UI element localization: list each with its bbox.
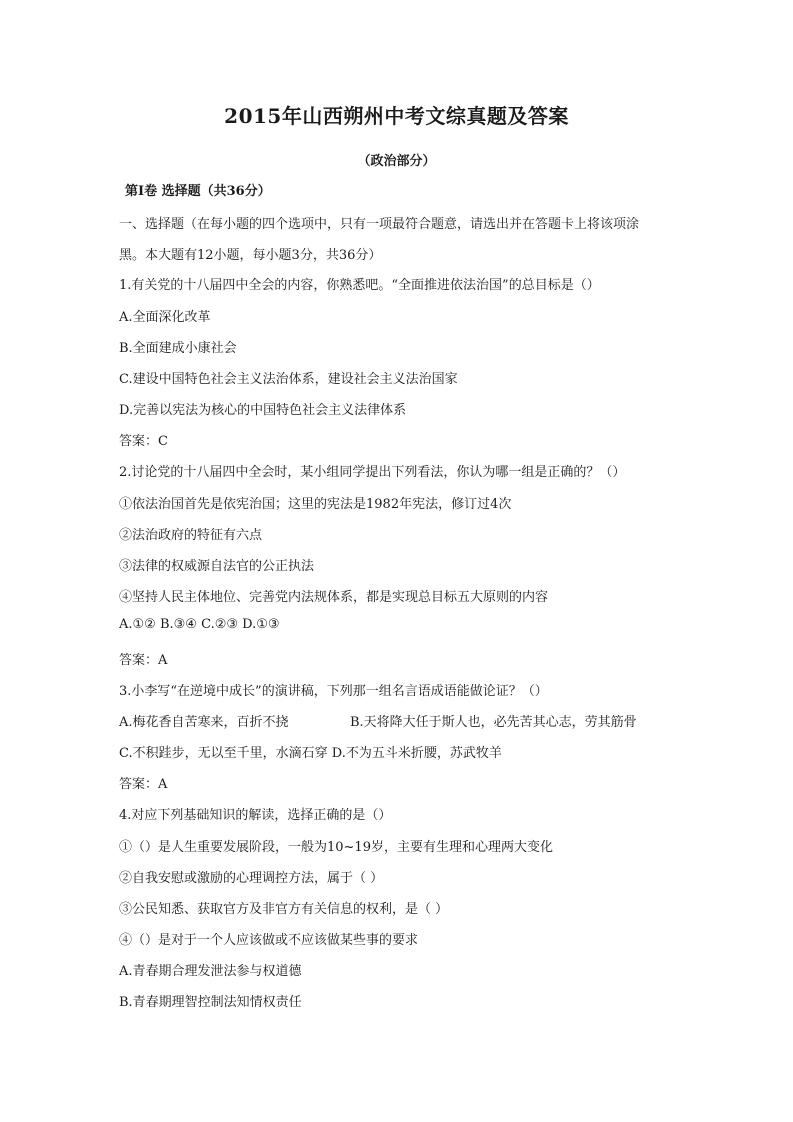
q4-statement-4: ④（）是对于一个人应该做或不应该做某些事的要求 bbox=[119, 933, 419, 948]
q2-statement-1: ①依法治国首先是依宪治国；这里的宪法是1982年宪法，修订过4次 bbox=[119, 497, 512, 512]
q3-option-cd: C.不积跬步，无以至千里，水滴石穿 D.不为五斗米折腰，苏武牧羊 bbox=[119, 746, 502, 761]
q2-statement-2: ②法治政府的特征有六点 bbox=[119, 528, 263, 543]
instructions-line-2: 黑。本大题有12小题，每小题3分，共36分） bbox=[119, 248, 382, 263]
q3-stem: 3.小李写“在逆境中成长”的演讲稿，下列那一组名言语成语能做论证？（） bbox=[119, 684, 548, 699]
q1-stem: 1.有关党的十八届四中全会的内容，你熟悉吧。“全面推进依法治国”的总目标是（） bbox=[119, 278, 600, 293]
q4-statement-2: ②自我安慰或激励的心理调控方法，属于（ ） bbox=[119, 871, 384, 886]
document-subtitle: （政治部分） bbox=[357, 154, 436, 169]
q4-statement-3: ③公民知悉、获取官方及非官方有关信息的权利，是（ ） bbox=[119, 902, 449, 917]
q1-option-b: B.全面建成小康社会 bbox=[119, 341, 237, 356]
q1-option-d: D.完善以宪法为核心的中国特色社会主义法律体系 bbox=[119, 403, 407, 418]
q1-option-a: A.全面深化改革 bbox=[119, 310, 211, 325]
q2-statement-4: ④坚持人民主体地位、完善党内法规体系，都是实现总目标五大原则的内容 bbox=[119, 590, 549, 605]
q2-stem: 2.讨论党的十八届四中全会时，某小组同学提出下列看法，你认为哪一组是正确的？（） bbox=[119, 465, 626, 480]
q2-statement-3: ③法律的权威源自法官的公正执法 bbox=[119, 559, 315, 574]
q3-answer: 答案：A bbox=[119, 777, 168, 792]
q1-option-c: C.建设中国特色社会主义法治体系，建设社会主义法治国家 bbox=[119, 372, 458, 387]
q1-answer: 答案：C bbox=[119, 434, 168, 449]
instructions-line-1: 一、选择题（在每小题的四个选项中，只有一项最符合题意，请选出并在答题卡上将该项涂 bbox=[119, 217, 640, 232]
document-title: 2015年山西朔州中考文综真题及答案 bbox=[224, 104, 569, 128]
q4-stem: 4.对应下列基础知识的解读，选择正确的是（） bbox=[119, 808, 392, 823]
q3-option-a: A.梅花香自苦寒来，百折不挠 bbox=[119, 715, 289, 730]
q4-statement-1: ①（）是人生重要发展阶段，一般为10~19岁，主要有生理和心理两大变化 bbox=[119, 840, 553, 855]
section-heading: 第Ⅰ卷 选择题（共36分） bbox=[125, 184, 271, 199]
q3-option-b: B.天将降大任于斯人也，必先苦其心志，劳其筋骨 bbox=[350, 715, 637, 730]
q4-option-a: A.青春期合理发泄法参与权道德 bbox=[119, 964, 302, 979]
q2-answer: 答案：A bbox=[119, 653, 168, 668]
q4-option-b: B.青春期理智控制法知情权责任 bbox=[119, 995, 302, 1010]
q2-options: A.①② B.③④ C.②③ D.①③ bbox=[119, 617, 280, 632]
